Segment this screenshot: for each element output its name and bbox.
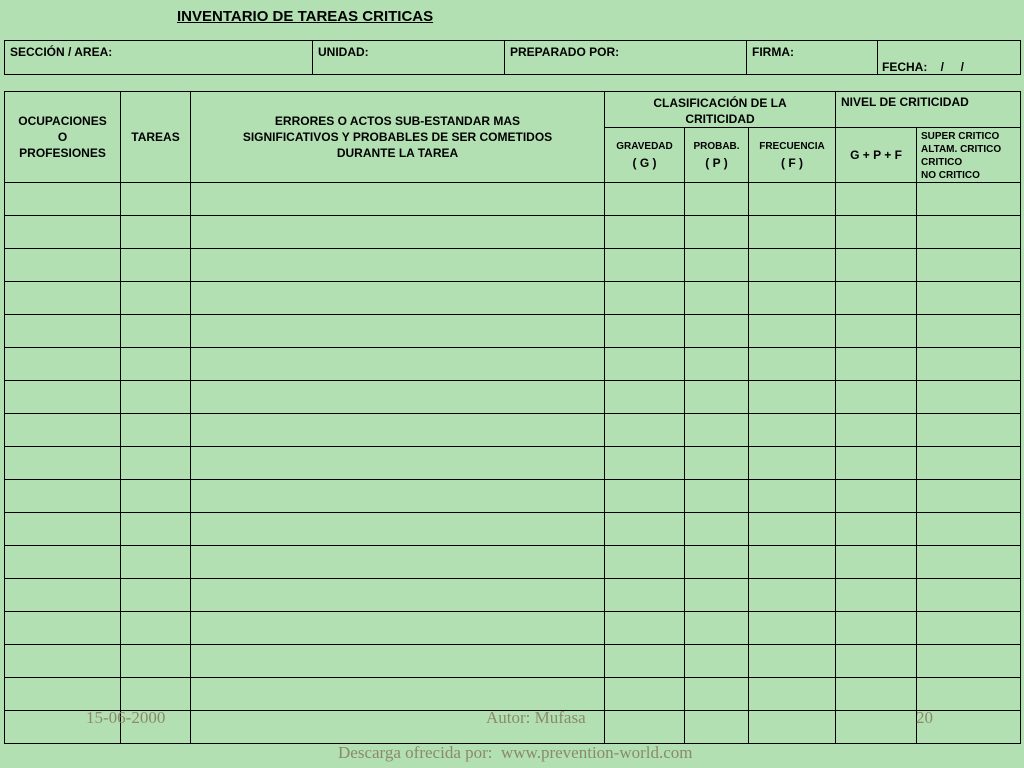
cell-errores[interactable] [191,348,605,381]
footer-author: Autor: Mufasa [486,708,586,727]
table-row [5,645,1021,678]
table-row [5,381,1021,414]
unidad-label: UNIDAD: [318,45,369,59]
fecha-label: FECHA: / / [882,60,965,74]
cell-probab[interactable] [685,315,749,348]
cell-suma[interactable] [836,249,917,282]
cell-ocupacion[interactable] [5,381,121,414]
cell-suma[interactable] [836,711,917,744]
cell-tarea[interactable] [121,249,191,282]
cell-probab[interactable] [685,546,749,579]
probab-code: ( P ) [705,156,728,170]
cell-tarea[interactable] [121,513,191,546]
cell-ocupacion[interactable] [5,612,121,645]
cell-errores[interactable] [191,546,605,579]
cell-ocupacion[interactable] [5,315,121,348]
cell-probab[interactable] [685,480,749,513]
cell-ocupacion[interactable] [5,546,121,579]
cell-ocupacion[interactable] [5,183,121,216]
seccion-area-field[interactable] [5,41,313,75]
cell-nivel[interactable] [917,513,1021,546]
cell-errores[interactable] [191,480,605,513]
cell-gravedad[interactable] [605,183,685,216]
clasificacion-line-2: CRITICIDAD [685,112,755,126]
cell-probab[interactable] [685,645,749,678]
cell-errores[interactable] [191,645,605,678]
cell-ocupacion[interactable] [5,513,121,546]
cell-probab[interactable] [685,381,749,414]
cell-probab[interactable] [685,216,749,249]
table-row [5,447,1021,480]
cell-frecuencia[interactable] [749,414,836,447]
cell-nivel[interactable] [917,579,1021,612]
col-header-gravedad [605,128,685,183]
gravedad-label: GRAVEDAD [616,141,673,152]
cell-frecuencia[interactable] [749,546,836,579]
frecuencia-label: FRECUENCIA [759,141,825,152]
cell-gravedad[interactable] [605,216,685,249]
page-title: INVENTARIO DE TAREAS CRITICAS [177,8,434,25]
firma-label: FIRMA: [752,45,794,59]
cell-tarea[interactable] [121,414,191,447]
table-row [5,480,1021,513]
cell-nivel[interactable] [917,249,1021,282]
suma-label: G + P + F [850,148,902,162]
cell-frecuencia[interactable] [749,513,836,546]
clasificacion-line-1: CLASIFICACIÓN DE LA [653,96,787,110]
table-row [5,216,1021,249]
nivel-label: NIVEL DE CRITICIDAD [841,95,969,109]
cell-ocupacion[interactable] [5,216,121,249]
nivel-no-critico: NO CRITICO [921,170,980,181]
cell-ocupacion[interactable] [5,579,121,612]
cell-tarea[interactable] [121,348,191,381]
errores-line-3: DURANTE LA TAREA [336,146,459,160]
col-header-suma [836,128,917,183]
cell-frecuencia[interactable] [749,381,836,414]
cell-probab[interactable] [685,678,749,711]
col-header-frecuencia [749,128,836,183]
cell-frecuencia[interactable] [749,711,836,744]
cell-suma[interactable] [836,546,917,579]
cell-tarea[interactable] [121,183,191,216]
cell-nivel[interactable] [917,645,1021,678]
cell-errores[interactable] [191,315,605,348]
cell-frecuencia[interactable] [749,348,836,381]
cell-nivel[interactable] [917,678,1021,711]
cell-ocupacion[interactable] [5,447,121,480]
cell-frecuencia[interactable] [749,579,836,612]
cell-errores[interactable] [191,216,605,249]
table-row [5,612,1021,645]
unidad-field[interactable] [313,41,505,75]
cell-ocupacion[interactable] [5,678,121,711]
errores-line-2: SIGNIFICATIVOS Y PROBABLES DE SER COMETIDOS [242,130,553,144]
cell-nivel[interactable] [917,414,1021,447]
cell-probab[interactable] [685,348,749,381]
cell-nivel[interactable] [917,381,1021,414]
cell-gravedad[interactable] [605,249,685,282]
cell-errores[interactable] [191,612,605,645]
cell-probab[interactable] [685,612,749,645]
col-header-ocupaciones [5,92,121,183]
cell-gravedad[interactable] [605,381,685,414]
cell-frecuencia[interactable] [749,612,836,645]
cell-tarea[interactable] [121,612,191,645]
probab-label: PROBAB. [693,141,740,152]
col-header-nivel [836,92,1021,128]
cell-tarea[interactable] [121,282,191,315]
cell-tarea[interactable] [121,546,191,579]
cell-suma[interactable] [836,612,917,645]
cell-tarea[interactable] [121,447,191,480]
cell-tarea[interactable] [121,480,191,513]
cell-gravedad[interactable] [605,579,685,612]
tasks-table [4,91,1021,744]
cell-gravedad[interactable] [605,678,685,711]
cell-gravedad[interactable] [605,480,685,513]
cell-suma[interactable] [836,381,917,414]
cell-suma[interactable] [836,579,917,612]
cell-errores[interactable] [191,447,605,480]
cell-nivel[interactable] [917,183,1021,216]
footer-source: Descarga ofrecida por: www.prevention-world.com [338,743,693,762]
cell-tarea[interactable] [121,579,191,612]
cell-gravedad[interactable] [605,447,685,480]
ocupaciones-line-3: PROFESIONES [19,146,106,160]
nivel-critico: CRITICO [921,157,963,168]
cell-gravedad[interactable] [605,513,685,546]
firma-field[interactable] [747,41,878,75]
col-header-clasificacion [605,92,836,128]
frecuencia-code: ( F ) [781,156,803,170]
cell-frecuencia[interactable] [749,315,836,348]
cell-gravedad[interactable] [605,414,685,447]
cell-frecuencia[interactable] [749,447,836,480]
cell-suma[interactable] [836,414,917,447]
cell-errores[interactable] [191,183,605,216]
table-row [5,579,1021,612]
cell-suma[interactable] [836,447,917,480]
footer-date: 15-06-2000 [86,708,166,727]
col-header-probab [685,128,749,183]
nivel-super-critico: SUPER CRITICO [921,131,1000,142]
table-row [5,348,1021,381]
ocupaciones-line-2: O [57,130,68,144]
cell-suma[interactable] [836,315,917,348]
tareas-label: TAREAS [131,130,180,144]
cell-frecuencia[interactable] [749,216,836,249]
cell-gravedad[interactable] [605,612,685,645]
errores-line-1: ERRORES O ACTOS SUB-ESTANDAR MAS [274,114,521,128]
nivel-altam-critico: ALTAM. CRITICO [921,144,1002,155]
table-row [5,678,1021,711]
cell-errores[interactable] [191,381,605,414]
tasks-table-body [5,183,1021,744]
cell-nivel[interactable] [917,612,1021,645]
table-row [5,546,1021,579]
cell-gravedad[interactable] [605,645,685,678]
cell-probab[interactable] [685,711,749,744]
cell-frecuencia[interactable] [749,282,836,315]
cell-suma[interactable] [836,282,917,315]
cell-ocupacion[interactable] [5,348,121,381]
cell-probab[interactable] [685,282,749,315]
cell-errores[interactable] [191,579,605,612]
cell-ocupacion[interactable] [5,480,121,513]
cell-suma[interactable] [836,216,917,249]
cell-tarea[interactable] [121,645,191,678]
cell-nivel[interactable] [917,447,1021,480]
cell-suma[interactable] [836,348,917,381]
cell-ocupacion[interactable] [5,414,121,447]
header-info-table [4,40,1021,75]
cell-frecuencia[interactable] [749,480,836,513]
cell-nivel[interactable] [917,546,1021,579]
cell-nivel[interactable] [917,480,1021,513]
cell-probab[interactable] [685,579,749,612]
cell-gravedad[interactable] [605,711,685,744]
cell-errores[interactable] [191,414,605,447]
gravedad-code: ( G ) [632,156,657,170]
cell-probab[interactable] [685,249,749,282]
cell-frecuencia[interactable] [749,678,836,711]
table-row [5,315,1021,348]
cell-tarea[interactable] [121,216,191,249]
cell-ocupacion[interactable] [5,282,121,315]
table-row [5,249,1021,282]
cell-nivel[interactable] [917,315,1021,348]
ocupaciones-line-1: OCUPACIONES [18,114,107,128]
cell-probab[interactable] [685,414,749,447]
col-header-errores [191,92,605,183]
cell-probab[interactable] [685,513,749,546]
cell-gravedad[interactable] [605,315,685,348]
col-header-tareas [121,92,191,183]
table-row [5,282,1021,315]
cell-suma[interactable] [836,183,917,216]
cell-nivel[interactable] [917,216,1021,249]
cell-frecuencia[interactable] [749,249,836,282]
cell-ocupacion[interactable] [5,249,121,282]
col-header-niveles [917,128,1021,183]
table-row [5,183,1021,216]
cell-suma[interactable] [836,513,917,546]
table-row [5,513,1021,546]
cell-frecuencia[interactable] [749,183,836,216]
fecha-field[interactable] [878,41,1021,75]
cell-errores[interactable] [191,249,605,282]
cell-suma[interactable] [836,645,917,678]
cell-errores[interactable] [191,678,605,711]
cell-tarea[interactable] [121,315,191,348]
cell-suma[interactable] [836,678,917,711]
cell-nivel[interactable] [917,282,1021,315]
cell-nivel[interactable] [917,348,1021,381]
preparado-por-label: PREPARADO POR: [510,45,620,59]
cell-probab[interactable] [685,447,749,480]
seccion-area-label: SECCIÓN / AREA: [10,45,113,59]
cell-frecuencia[interactable] [749,645,836,678]
cell-ocupacion[interactable] [5,645,121,678]
table-row [5,414,1021,447]
footer-page-number: 20 [916,708,933,727]
cell-suma[interactable] [836,480,917,513]
cell-gravedad[interactable] [605,282,685,315]
preparado-por-field[interactable] [505,41,747,75]
cell-tarea[interactable] [121,381,191,414]
cell-gravedad[interactable] [605,546,685,579]
cell-errores[interactable] [191,513,605,546]
cell-errores[interactable] [191,282,605,315]
cell-tarea[interactable] [121,678,191,711]
cell-probab[interactable] [685,183,749,216]
cell-gravedad[interactable] [605,348,685,381]
